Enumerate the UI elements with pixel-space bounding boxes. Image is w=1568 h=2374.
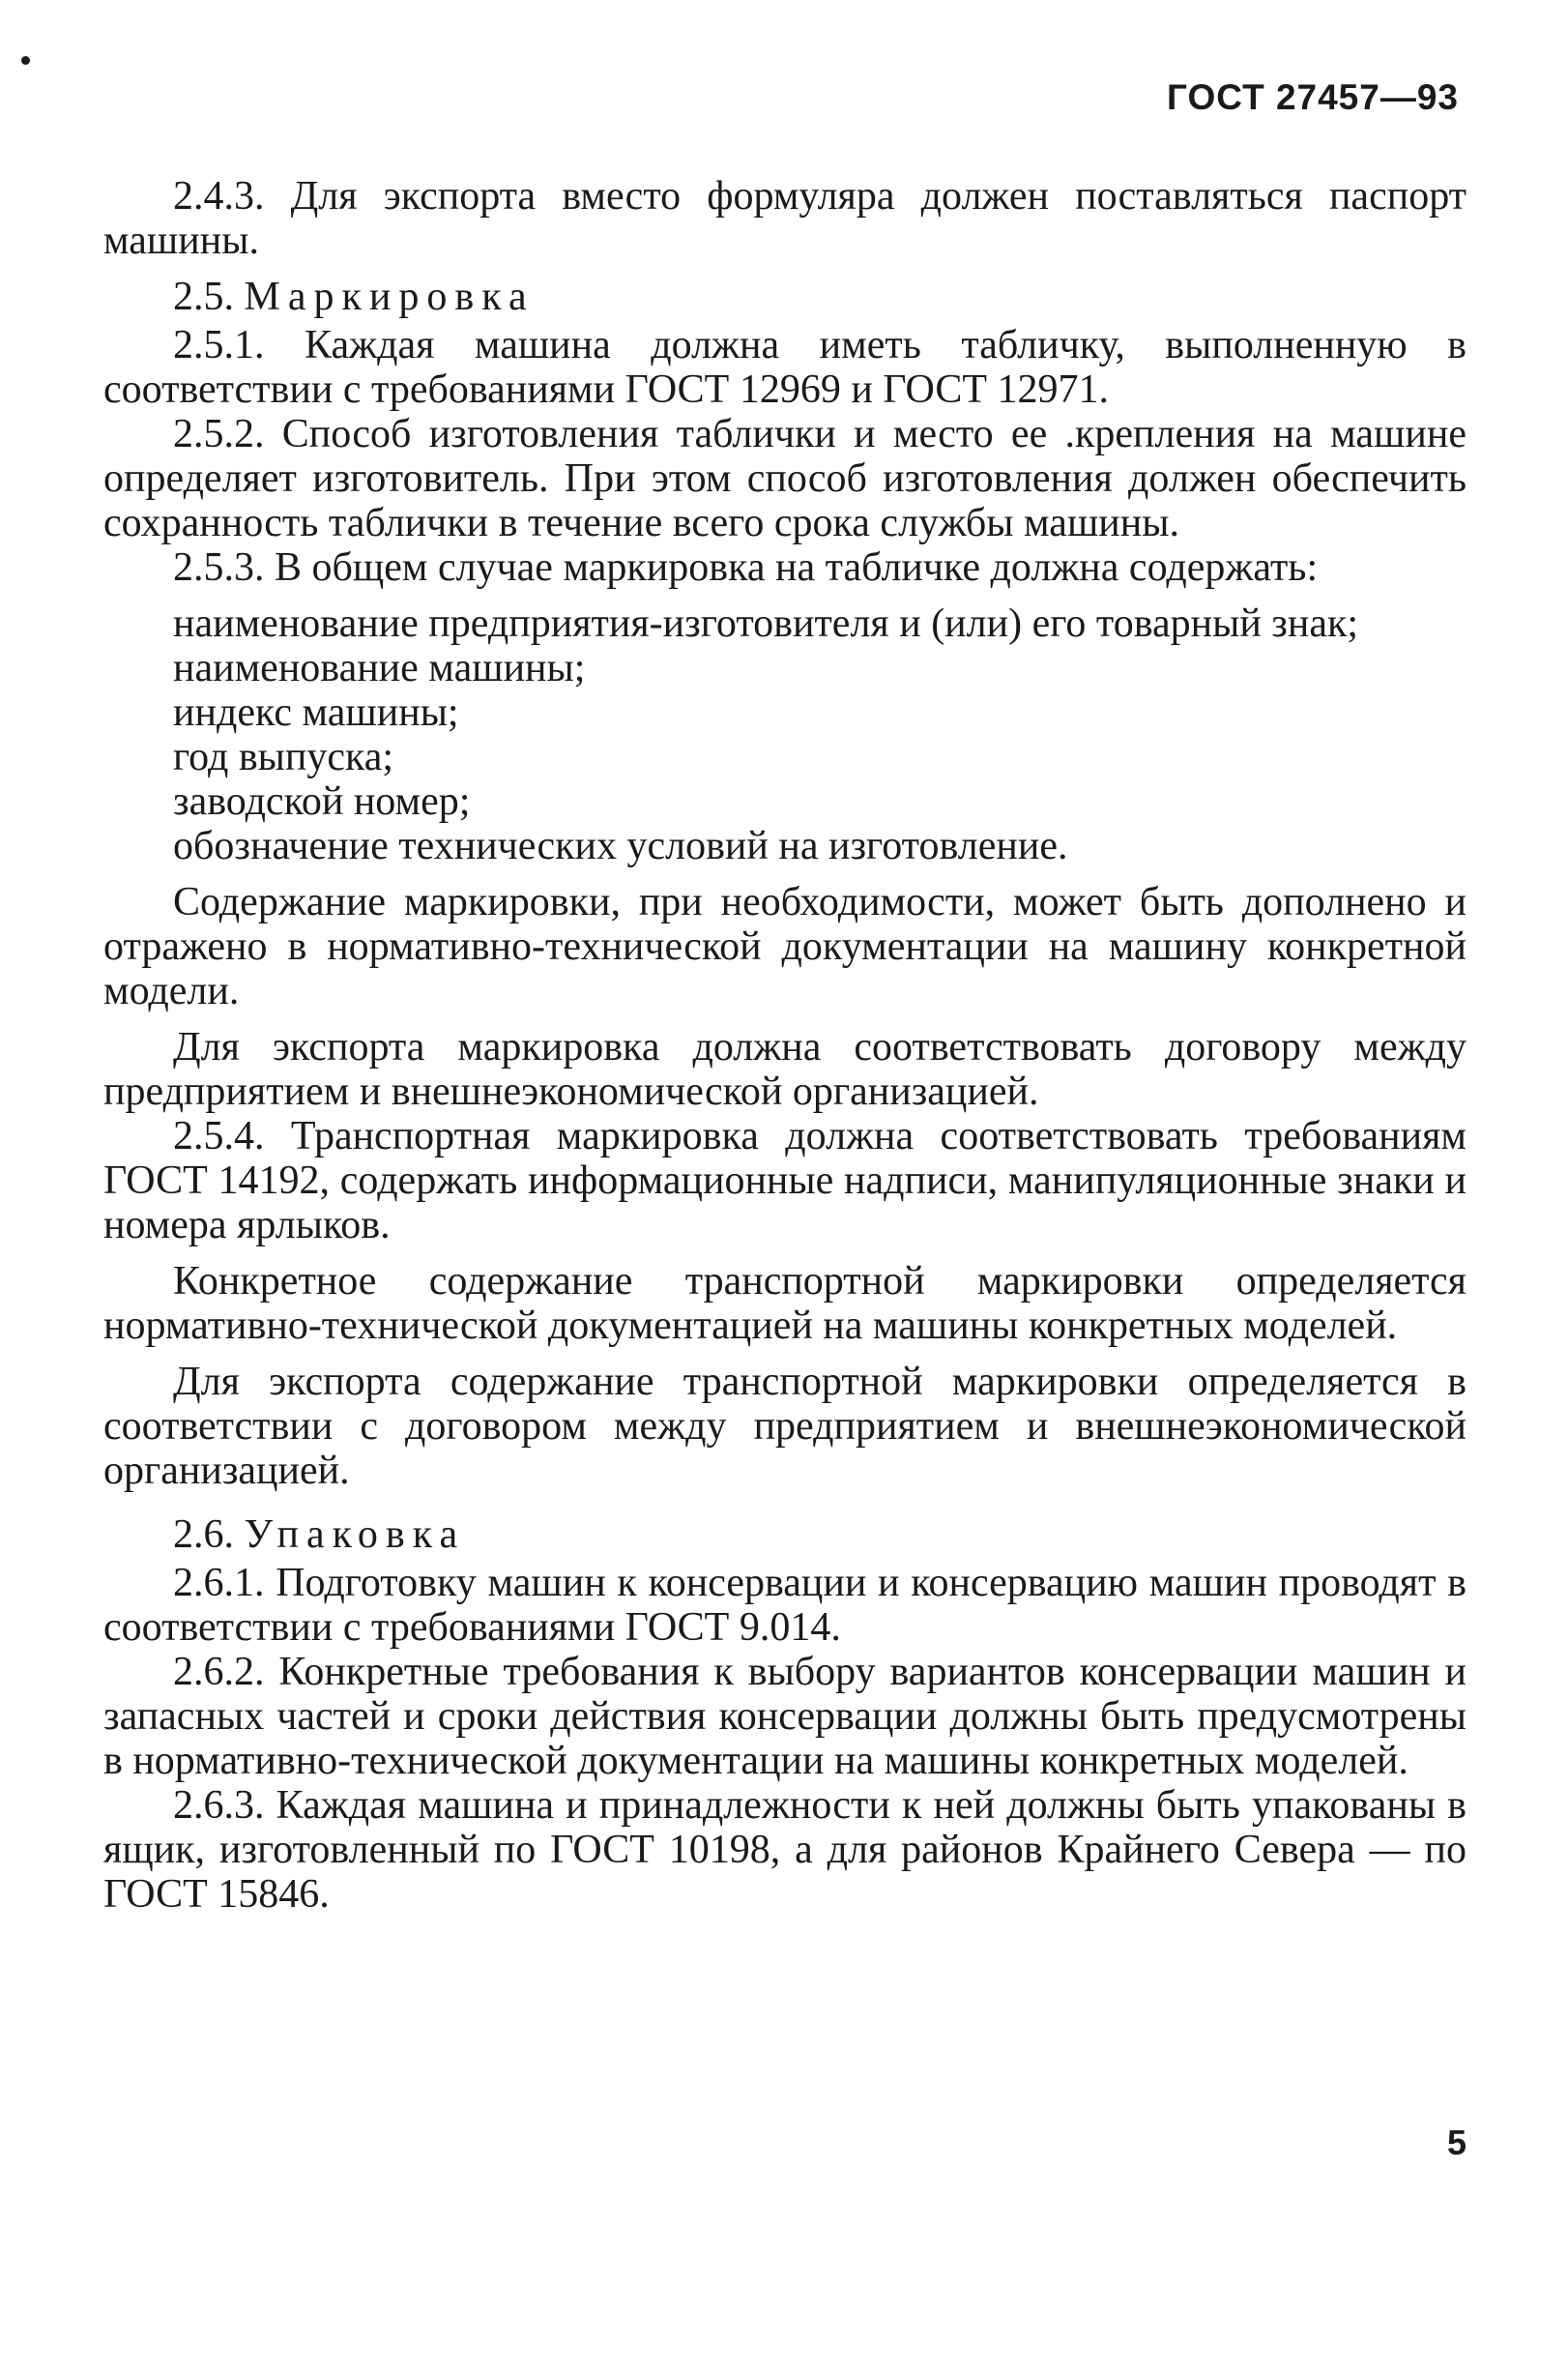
paragraph-export-marking: Для экспорта маркировка должна соответствовать договору между предприятием и внешнеэкономической организацией.	[103, 1025, 1466, 1114]
margin-dot	[21, 56, 30, 65]
list-item: наименование предприятия-изготовителя и (или) его товарный знак;	[173, 601, 1359, 646]
document-header: ГОСТ 27457—93	[1167, 77, 1459, 117]
paragraph-2-5-4: 2.5.4. Транспортная маркировка должна соответствовать требованиям ГОСТ 14192, содержать информационные надписи, манипуляционные знаки и номера ярлыков.	[103, 1114, 1466, 1247]
page-number: 5	[1446, 2123, 1466, 2162]
paragraph-export-transport: Для экспорта содержание транспортной маркировки определяется в соответствии с договором между предприятием и внешнеэкономической организацией.	[103, 1360, 1466, 1493]
heading-2-6	[103, 1512, 1466, 1557]
list-item: обозначение технических условий на изготовление.	[173, 824, 1068, 868]
heading-2-5-number: 2.5.	[173, 275, 245, 319]
list-item: наименование машины;	[173, 646, 586, 690]
list-item: год выпуска;	[173, 735, 394, 779]
heading-2-5	[103, 275, 1466, 319]
paragraph-2-5-2: 2.5.2. Способ изготовления таблички и место ее .крепления на машине определяет изготовитель. При этом способ изготовления должен обеспечить сохранность таблички в течение всего срока службы машины.	[103, 412, 1466, 545]
paragraph-2-6-3: 2.6.3. Каждая машина и принадлежности к ней должны быть упакованы в ящик, изготовленный по ГОСТ 10198, а для районов Крайнего Севера — по ГОСТ 15846.	[103, 1783, 1466, 1917]
paragraph-2-6-1: 2.6.1. Подготовку машин к консервации и консервацию машин проводят в соответствии с требованиями ГОСТ 9.014.	[103, 1561, 1466, 1650]
marking-list	[103, 601, 1466, 868]
heading-2-5-title: Маркировка	[244, 275, 535, 319]
paragraph-2-5-3: 2.5.3. В общем случае маркировка на табличке должна содержать:	[173, 545, 1319, 590]
heading-2-6-title: Упаковка	[244, 1512, 466, 1557]
document-body	[103, 174, 1466, 1917]
list-item: заводской номер;	[173, 779, 471, 824]
paragraph-transport-content: Конкретное содержание транспортной маркировки определяется нормативно-технической документацией на машины конкретных моделей.	[103, 1259, 1466, 1348]
list-item: индекс машины;	[173, 690, 459, 735]
paragraph-marking-content: Содержание маркировки, при необходимости, может быть дополнено и отражено в нормативно-технической документации на машину конкретной модели.	[103, 880, 1466, 1013]
paragraph-2-6-2: 2.6.2. Конкретные требования к выбору вариантов консервации машин и запасных частей и сроки действия консервации должны быть предусмотрены в нормативно-технической документации на машины конкретных моделей.	[103, 1650, 1466, 1783]
paragraph-2-4-3: 2.4.3. Для экспорта вместо формуляра должен поставляться паспорт машины.	[103, 174, 1466, 263]
heading-2-6-number: 2.6.	[173, 1512, 245, 1557]
paragraph-2-5-1: 2.5.1. Каждая машина должна иметь табличку, выполненную в соответствии с требованиями ГОСТ 12969 и ГОСТ 12971.	[103, 323, 1466, 412]
